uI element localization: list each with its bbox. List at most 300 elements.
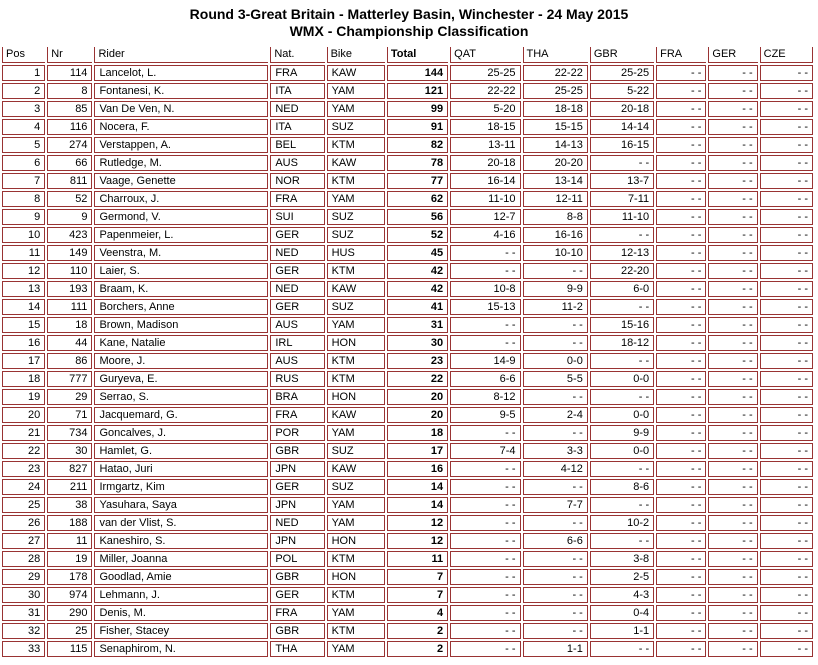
cell-qat: - - <box>450 335 520 351</box>
cell-qat: - - <box>450 515 520 531</box>
cell-rider: Kane, Natalie <box>94 335 268 351</box>
cell-fra: - - <box>656 335 706 351</box>
cell-cze: - - <box>760 155 813 171</box>
cell-total: 77 <box>387 173 448 189</box>
cell-gbr: 25-25 <box>590 65 654 81</box>
cell-tha: 4-12 <box>523 461 588 477</box>
cell-fra: - - <box>656 497 706 513</box>
cell-fra: - - <box>656 299 706 315</box>
cell-rider: Papenmeier, L. <box>94 227 268 243</box>
cell-rider: Charroux, J. <box>94 191 268 207</box>
cell-tha: - - <box>523 605 588 621</box>
table-row <box>2 605 813 621</box>
cell-bike: KTM <box>327 623 385 639</box>
cell-total: 11 <box>387 551 448 567</box>
cell-tha: 1-1 <box>523 641 588 657</box>
cell-pos: 10 <box>2 227 45 243</box>
column-header-cze: CZE <box>760 47 813 63</box>
cell-gbr: - - <box>590 227 654 243</box>
cell-tha: - - <box>523 479 588 495</box>
cell-tha: 7-7 <box>523 497 588 513</box>
cell-ger: - - <box>708 371 757 387</box>
cell-bike: KTM <box>327 551 385 567</box>
cell-tha: - - <box>523 317 588 333</box>
cell-total: 23 <box>387 353 448 369</box>
cell-bike: SUZ <box>327 119 385 135</box>
cell-cze: - - <box>760 425 813 441</box>
cell-gbr: - - <box>590 533 654 549</box>
cell-bike: KAW <box>327 281 385 297</box>
cell-fra: - - <box>656 119 706 135</box>
cell-nat: POR <box>270 425 324 441</box>
cell-qat: 4-16 <box>450 227 520 243</box>
cell-qat: 5-20 <box>450 101 520 117</box>
cell-qat: 9-5 <box>450 407 520 423</box>
cell-rider: Goodlad, Amie <box>94 569 268 585</box>
cell-gbr: 10-2 <box>590 515 654 531</box>
cell-nat: ITA <box>270 83 324 99</box>
cell-total: 121 <box>387 83 448 99</box>
cell-gbr: 11-10 <box>590 209 654 225</box>
cell-gbr: 14-14 <box>590 119 654 135</box>
cell-fra: - - <box>656 155 706 171</box>
table-row <box>2 155 813 171</box>
column-header-total: Total <box>387 47 448 63</box>
column-header-pos: Pos <box>2 47 45 63</box>
cell-qat: 10-8 <box>450 281 520 297</box>
cell-total: 42 <box>387 281 448 297</box>
cell-pos: 33 <box>2 641 45 657</box>
cell-qat: 6-6 <box>450 371 520 387</box>
cell-tha: 22-22 <box>523 65 588 81</box>
cell-nat: GER <box>270 587 324 603</box>
table-row <box>2 137 813 153</box>
cell-nr: 38 <box>47 497 92 513</box>
cell-nr: 66 <box>47 155 92 171</box>
cell-gbr: - - <box>590 389 654 405</box>
cell-bike: YAM <box>327 497 385 513</box>
table-row <box>2 299 813 315</box>
cell-qat: 25-25 <box>450 65 520 81</box>
cell-cze: - - <box>760 371 813 387</box>
table-row <box>2 173 813 189</box>
cell-fra: - - <box>656 569 706 585</box>
cell-tha: 20-20 <box>523 155 588 171</box>
cell-pos: 12 <box>2 263 45 279</box>
column-header-fra: FRA <box>656 47 706 63</box>
cell-rider: Fisher, Stacey <box>94 623 268 639</box>
cell-cze: - - <box>760 101 813 117</box>
cell-nr: 30 <box>47 443 92 459</box>
column-header-gbr: GBR <box>590 47 654 63</box>
cell-qat: 11-10 <box>450 191 520 207</box>
cell-nat: RUS <box>270 371 324 387</box>
cell-nr: 85 <box>47 101 92 117</box>
table-row <box>2 227 813 243</box>
cell-pos: 13 <box>2 281 45 297</box>
cell-ger: - - <box>708 263 757 279</box>
cell-nat: NOR <box>270 173 324 189</box>
cell-bike: SUZ <box>327 443 385 459</box>
cell-bike: HUS <box>327 245 385 261</box>
cell-pos: 5 <box>2 137 45 153</box>
table-row <box>2 479 813 495</box>
cell-rider: Miller, Joanna <box>94 551 268 567</box>
cell-tha: - - <box>523 515 588 531</box>
cell-total: 12 <box>387 533 448 549</box>
cell-total: 52 <box>387 227 448 243</box>
cell-nr: 9 <box>47 209 92 225</box>
cell-nr: 811 <box>47 173 92 189</box>
cell-cze: - - <box>760 335 813 351</box>
cell-tha: - - <box>523 335 588 351</box>
cell-pos: 2 <box>2 83 45 99</box>
table-row <box>2 641 813 657</box>
cell-bike: SUZ <box>327 209 385 225</box>
cell-bike: YAM <box>327 101 385 117</box>
table-row <box>2 407 813 423</box>
cell-ger: - - <box>708 479 757 495</box>
cell-bike: SUZ <box>327 227 385 243</box>
cell-gbr: 13-7 <box>590 173 654 189</box>
cell-bike: KTM <box>327 587 385 603</box>
cell-total: 30 <box>387 335 448 351</box>
cell-nr: 115 <box>47 641 92 657</box>
cell-fra: - - <box>656 353 706 369</box>
cell-ger: - - <box>708 227 757 243</box>
cell-bike: YAM <box>327 605 385 621</box>
cell-nr: 71 <box>47 407 92 423</box>
classification-table <box>0 45 815 659</box>
cell-qat: 12-7 <box>450 209 520 225</box>
cell-bike: YAM <box>327 317 385 333</box>
cell-rider: Kaneshiro, S. <box>94 533 268 549</box>
cell-nr: 777 <box>47 371 92 387</box>
cell-ger: - - <box>708 623 757 639</box>
cell-total: 99 <box>387 101 448 117</box>
cell-total: 14 <box>387 497 448 513</box>
cell-qat: - - <box>450 569 520 585</box>
cell-nat: NED <box>270 281 324 297</box>
cell-cze: - - <box>760 533 813 549</box>
cell-nr: 974 <box>47 587 92 603</box>
cell-qat: 15-13 <box>450 299 520 315</box>
cell-ger: - - <box>708 551 757 567</box>
cell-ger: - - <box>708 389 757 405</box>
cell-cze: - - <box>760 461 813 477</box>
table-row <box>2 425 813 441</box>
cell-pos: 15 <box>2 317 45 333</box>
cell-ger: - - <box>708 497 757 513</box>
cell-ger: - - <box>708 83 757 99</box>
table-row <box>2 587 813 603</box>
cell-cze: - - <box>760 317 813 333</box>
cell-ger: - - <box>708 155 757 171</box>
cell-nat: ITA <box>270 119 324 135</box>
cell-gbr: 0-0 <box>590 443 654 459</box>
cell-rider: Irmgartz, Kim <box>94 479 268 495</box>
cell-pos: 23 <box>2 461 45 477</box>
cell-pos: 17 <box>2 353 45 369</box>
table-row <box>2 83 813 99</box>
cell-ger: - - <box>708 245 757 261</box>
cell-fra: - - <box>656 281 706 297</box>
cell-qat: - - <box>450 623 520 639</box>
cell-gbr: 2-5 <box>590 569 654 585</box>
cell-pos: 27 <box>2 533 45 549</box>
cell-total: 2 <box>387 623 448 639</box>
cell-fra: - - <box>656 317 706 333</box>
table-row <box>2 353 813 369</box>
cell-tha: 14-13 <box>523 137 588 153</box>
cell-cze: - - <box>760 407 813 423</box>
cell-gbr: - - <box>590 497 654 513</box>
cell-qat: - - <box>450 317 520 333</box>
results-body <box>2 65 813 657</box>
cell-rider: Van De Ven, N. <box>94 101 268 117</box>
cell-ger: - - <box>708 65 757 81</box>
cell-tha: 0-0 <box>523 353 588 369</box>
cell-nat: IRL <box>270 335 324 351</box>
cell-nr: 19 <box>47 551 92 567</box>
header-row <box>2 47 813 63</box>
cell-fra: - - <box>656 479 706 495</box>
cell-nat: GER <box>270 299 324 315</box>
cell-tha: 6-6 <box>523 533 588 549</box>
cell-nat: THA <box>270 641 324 657</box>
cell-ger: - - <box>708 173 757 189</box>
cell-qat: - - <box>450 461 520 477</box>
cell-tha: - - <box>523 623 588 639</box>
cell-rider: Lehmann, J. <box>94 587 268 603</box>
cell-fra: - - <box>656 371 706 387</box>
cell-fra: - - <box>656 587 706 603</box>
cell-qat: 13-11 <box>450 137 520 153</box>
cell-nr: 18 <box>47 317 92 333</box>
cell-rider: Yasuhara, Saya <box>94 497 268 513</box>
cell-nat: GER <box>270 479 324 495</box>
cell-nat: NED <box>270 101 324 117</box>
cell-total: 78 <box>387 155 448 171</box>
cell-ger: - - <box>708 119 757 135</box>
cell-pos: 3 <box>2 101 45 117</box>
cell-fra: - - <box>656 443 706 459</box>
cell-nat: BRA <box>270 389 324 405</box>
cell-bike: YAM <box>327 641 385 657</box>
cell-pos: 14 <box>2 299 45 315</box>
cell-nat: AUS <box>270 353 324 369</box>
cell-nat: FRA <box>270 605 324 621</box>
cell-bike: SUZ <box>327 479 385 495</box>
cell-bike: KAW <box>327 407 385 423</box>
cell-fra: - - <box>656 461 706 477</box>
column-header-qat: QAT <box>450 47 520 63</box>
cell-rider: Lancelot, L. <box>94 65 268 81</box>
table-row <box>2 497 813 513</box>
cell-nat: GBR <box>270 569 324 585</box>
cell-tha: 5-5 <box>523 371 588 387</box>
table-row <box>2 263 813 279</box>
cell-fra: - - <box>656 263 706 279</box>
cell-nat: AUS <box>270 317 324 333</box>
table-row <box>2 515 813 531</box>
cell-tha: 10-10 <box>523 245 588 261</box>
cell-fra: - - <box>656 533 706 549</box>
cell-rider: Nocera, F. <box>94 119 268 135</box>
cell-fra: - - <box>656 605 706 621</box>
cell-tha: 8-8 <box>523 209 588 225</box>
cell-tha: - - <box>523 389 588 405</box>
column-header-nr: Nr <box>47 47 92 63</box>
cell-fra: - - <box>656 83 706 99</box>
cell-rider: Senaphirom, N. <box>94 641 268 657</box>
cell-fra: - - <box>656 641 706 657</box>
table-row <box>2 281 813 297</box>
cell-nr: 25 <box>47 623 92 639</box>
cell-cze: - - <box>760 191 813 207</box>
cell-tha: - - <box>523 569 588 585</box>
cell-tha: 15-15 <box>523 119 588 135</box>
cell-gbr: 5-22 <box>590 83 654 99</box>
cell-cze: - - <box>760 515 813 531</box>
cell-rider: van der Vlist, S. <box>94 515 268 531</box>
cell-gbr: - - <box>590 353 654 369</box>
cell-pos: 19 <box>2 389 45 405</box>
cell-total: 7 <box>387 569 448 585</box>
cell-total: 22 <box>387 371 448 387</box>
cell-nat: JPN <box>270 533 324 549</box>
cell-gbr: 7-11 <box>590 191 654 207</box>
table-row <box>2 389 813 405</box>
cell-ger: - - <box>708 407 757 423</box>
cell-fra: - - <box>656 137 706 153</box>
cell-fra: - - <box>656 245 706 261</box>
cell-tha: 13-14 <box>523 173 588 189</box>
table-row <box>2 623 813 639</box>
cell-cze: - - <box>760 623 813 639</box>
cell-bike: KTM <box>327 371 385 387</box>
cell-ger: - - <box>708 425 757 441</box>
cell-cze: - - <box>760 353 813 369</box>
cell-pos: 6 <box>2 155 45 171</box>
cell-nr: 29 <box>47 389 92 405</box>
table-row <box>2 317 813 333</box>
cell-gbr: - - <box>590 461 654 477</box>
cell-gbr: 0-0 <box>590 407 654 423</box>
cell-ger: - - <box>708 605 757 621</box>
cell-cze: - - <box>760 479 813 495</box>
cell-fra: - - <box>656 425 706 441</box>
cell-gbr: 16-15 <box>590 137 654 153</box>
cell-fra: - - <box>656 389 706 405</box>
cell-nat: FRA <box>270 191 324 207</box>
cell-ger: - - <box>708 299 757 315</box>
cell-gbr: 0-4 <box>590 605 654 621</box>
table-row <box>2 245 813 261</box>
cell-total: 2 <box>387 641 448 657</box>
cell-rider: Braam, K. <box>94 281 268 297</box>
cell-total: 20 <box>387 407 448 423</box>
table-row <box>2 551 813 567</box>
cell-nr: 111 <box>47 299 92 315</box>
cell-pos: 31 <box>2 605 45 621</box>
cell-ger: - - <box>708 533 757 549</box>
cell-qat: - - <box>450 605 520 621</box>
cell-pos: 25 <box>2 497 45 513</box>
cell-nat: GBR <box>270 443 324 459</box>
cell-nr: 734 <box>47 425 92 441</box>
cell-tha: - - <box>523 551 588 567</box>
cell-tha: 18-18 <box>523 101 588 117</box>
cell-nr: 44 <box>47 335 92 351</box>
cell-fra: - - <box>656 623 706 639</box>
cell-cze: - - <box>760 587 813 603</box>
cell-fra: - - <box>656 101 706 117</box>
cell-fra: - - <box>656 173 706 189</box>
cell-cze: - - <box>760 65 813 81</box>
cell-pos: 22 <box>2 443 45 459</box>
cell-rider: Laier, S. <box>94 263 268 279</box>
cell-pos: 24 <box>2 479 45 495</box>
cell-ger: - - <box>708 587 757 603</box>
cell-qat: 22-22 <box>450 83 520 99</box>
cell-bike: YAM <box>327 83 385 99</box>
cell-cze: - - <box>760 119 813 135</box>
cell-gbr: 22-20 <box>590 263 654 279</box>
cell-pos: 20 <box>2 407 45 423</box>
cell-pos: 28 <box>2 551 45 567</box>
cell-pos: 26 <box>2 515 45 531</box>
cell-cze: - - <box>760 641 813 657</box>
cell-cze: - - <box>760 389 813 405</box>
table-row <box>2 533 813 549</box>
cell-rider: Moore, J. <box>94 353 268 369</box>
table-row <box>2 335 813 351</box>
cell-bike: HON <box>327 533 385 549</box>
cell-ger: - - <box>708 191 757 207</box>
cell-cze: - - <box>760 245 813 261</box>
cell-bike: SUZ <box>327 299 385 315</box>
cell-nr: 274 <box>47 137 92 153</box>
cell-nat: AUS <box>270 155 324 171</box>
cell-bike: HON <box>327 389 385 405</box>
cell-total: 41 <box>387 299 448 315</box>
cell-qat: 14-9 <box>450 353 520 369</box>
cell-bike: KTM <box>327 263 385 279</box>
table-row <box>2 569 813 585</box>
table-row <box>2 65 813 81</box>
cell-fra: - - <box>656 209 706 225</box>
cell-pos: 16 <box>2 335 45 351</box>
cell-bike: YAM <box>327 191 385 207</box>
cell-nat: BEL <box>270 137 324 153</box>
cell-gbr: - - <box>590 641 654 657</box>
cell-cze: - - <box>760 227 813 243</box>
cell-cze: - - <box>760 83 813 99</box>
cell-rider: Veenstra, M. <box>94 245 268 261</box>
cell-ger: - - <box>708 209 757 225</box>
cell-bike: KAW <box>327 461 385 477</box>
cell-rider: Serrao, S. <box>94 389 268 405</box>
cell-total: 42 <box>387 263 448 279</box>
cell-nr: 423 <box>47 227 92 243</box>
cell-cze: - - <box>760 551 813 567</box>
cell-total: 12 <box>387 515 448 531</box>
column-header-bike: Bike <box>327 47 385 63</box>
cell-rider: Denis, M. <box>94 605 268 621</box>
cell-nat: NED <box>270 515 324 531</box>
cell-total: 45 <box>387 245 448 261</box>
